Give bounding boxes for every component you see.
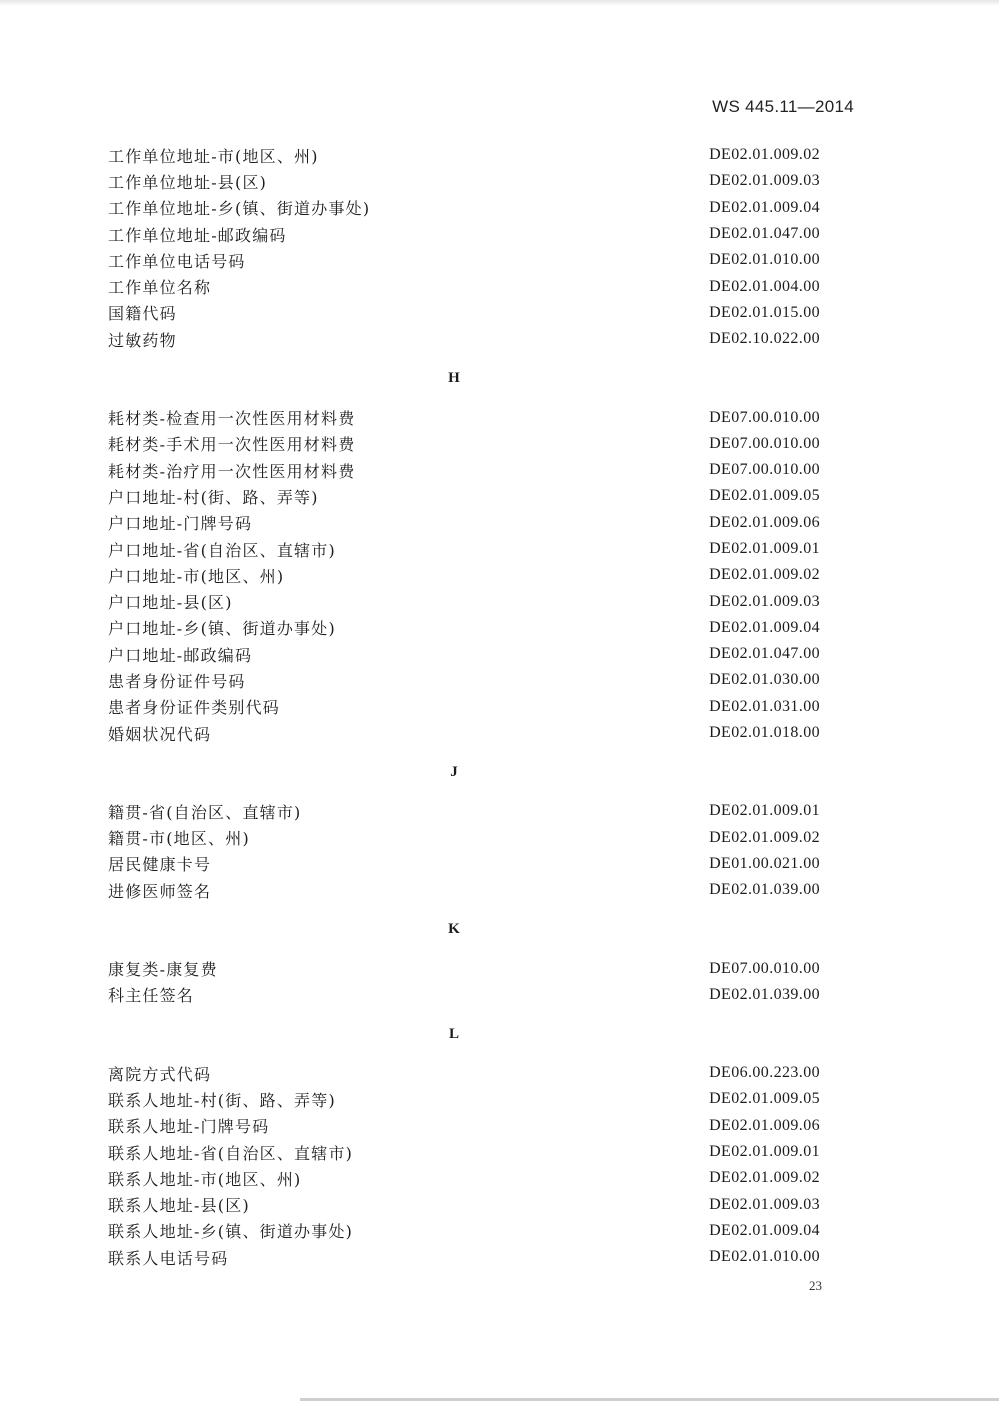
index-row bbox=[108, 404, 820, 430]
data-element-identifier: DE02.01.047.00 bbox=[709, 645, 820, 663]
data-element-name: 户口地址-省(自治区、直辖市) bbox=[108, 540, 336, 560]
data-element-identifier: DE02.01.047.00 bbox=[709, 225, 820, 243]
data-element-identifier: DE07.00.010.00 bbox=[709, 461, 820, 479]
data-element-identifier: DE02.01.031.00 bbox=[709, 697, 820, 715]
index-row bbox=[108, 536, 820, 562]
data-element-name: 国籍代码 bbox=[108, 304, 177, 324]
index-row bbox=[108, 720, 820, 746]
index-row bbox=[108, 510, 820, 536]
data-element-identifier: DE02.01.009.04 bbox=[709, 618, 820, 636]
scan-edge-bottom bbox=[300, 1398, 999, 1401]
index-row bbox=[108, 798, 820, 824]
index-section bbox=[108, 1021, 820, 1270]
index-row bbox=[108, 1165, 820, 1191]
data-element-name: 联系人电话号码 bbox=[108, 1248, 229, 1268]
data-element-identifier: DE02.01.018.00 bbox=[709, 724, 820, 742]
index-row bbox=[108, 457, 820, 483]
index-row bbox=[108, 273, 820, 299]
section-letter-heading: H bbox=[448, 369, 460, 386]
index-row bbox=[108, 562, 820, 588]
data-element-identifier: DE02.01.009.02 bbox=[709, 1169, 820, 1187]
data-element-identifier: DE02.01.009.02 bbox=[709, 566, 820, 584]
data-element-name: 联系人地址-村(街、路、弄等) bbox=[108, 1090, 336, 1110]
index-row bbox=[108, 641, 820, 667]
index-row bbox=[108, 1060, 820, 1086]
index-row bbox=[108, 667, 820, 693]
data-element-name: 工作单位地址-市(地区、州) bbox=[108, 146, 319, 166]
index-section bbox=[108, 142, 820, 352]
index-row bbox=[108, 168, 820, 194]
data-element-name: 联系人地址-省(自治区、直辖市) bbox=[108, 1143, 354, 1163]
data-element-name: 联系人地址-乡(镇、街道办事处) bbox=[108, 1222, 354, 1242]
data-element-identifier: DE02.01.015.00 bbox=[709, 303, 820, 321]
data-element-identifier: DE01.00.021.00 bbox=[709, 854, 820, 872]
data-element-identifier: DE02.01.009.03 bbox=[709, 172, 820, 190]
index-row bbox=[108, 1244, 820, 1270]
index-section bbox=[108, 365, 820, 746]
data-element-identifier: DE06.00.223.00 bbox=[709, 1064, 820, 1082]
data-element-identifier: DE02.01.009.03 bbox=[709, 1195, 820, 1213]
data-element-name: 籍贯-省(自治区、直辖市) bbox=[108, 802, 302, 822]
data-element-name: 户口地址-村(街、路、弄等) bbox=[108, 487, 319, 507]
index-section bbox=[108, 916, 820, 1008]
index-row bbox=[108, 1086, 820, 1112]
index-row bbox=[108, 431, 820, 457]
data-element-identifier: DE02.01.030.00 bbox=[709, 671, 820, 689]
index-row bbox=[108, 588, 820, 614]
data-element-identifier: DE02.01.004.00 bbox=[709, 277, 820, 295]
section-letter-heading: J bbox=[450, 763, 458, 780]
data-element-name: 进修医师签名 bbox=[108, 881, 212, 901]
data-element-name: 耗材类-治疗用一次性医用材料费 bbox=[108, 461, 356, 481]
index-row bbox=[108, 615, 820, 641]
section-letter-heading: L bbox=[448, 1025, 459, 1042]
data-element-identifier: DE07.00.010.00 bbox=[709, 434, 820, 452]
data-element-name: 工作单位地址-乡(镇、街道办事处) bbox=[108, 199, 371, 219]
data-element-identifier: DE02.01.009.05 bbox=[709, 1090, 820, 1108]
index-row bbox=[108, 326, 820, 352]
index-row bbox=[108, 1113, 820, 1139]
data-element-name: 联系人地址-县(区) bbox=[108, 1196, 250, 1216]
data-element-identifier: DE02.01.039.00 bbox=[709, 881, 820, 899]
data-element-name: 科主任签名 bbox=[108, 986, 195, 1006]
index-list bbox=[108, 142, 820, 1270]
data-element-name: 联系人地址-门牌号码 bbox=[108, 1117, 270, 1137]
index-row bbox=[108, 300, 820, 326]
data-element-name: 婚姻状况代码 bbox=[108, 724, 212, 744]
data-element-identifier: DE02.01.010.00 bbox=[709, 251, 820, 269]
data-element-name: 康复类-康复费 bbox=[108, 960, 218, 980]
data-element-identifier: DE02.01.009.06 bbox=[709, 513, 820, 531]
data-element-identifier: DE02.01.009.02 bbox=[709, 828, 820, 846]
index-section bbox=[108, 759, 820, 903]
data-element-name: 户口地址-市(地区、州) bbox=[108, 566, 285, 586]
data-element-name: 患者身份证件号码 bbox=[108, 671, 246, 691]
data-element-name: 离院方式代码 bbox=[108, 1064, 212, 1084]
index-row bbox=[108, 1139, 820, 1165]
data-element-identifier: DE02.01.009.03 bbox=[709, 592, 820, 610]
index-row bbox=[108, 955, 820, 981]
data-element-name: 户口地址-县(区) bbox=[108, 593, 233, 613]
data-element-name: 工作单位地址-邮政编码 bbox=[108, 225, 287, 245]
index-row bbox=[108, 877, 820, 903]
page-number: 23 bbox=[809, 1278, 822, 1293]
index-row bbox=[108, 195, 820, 221]
section-letter-heading: K bbox=[448, 920, 460, 937]
data-element-name: 工作单位地址-县(区) bbox=[108, 172, 268, 192]
data-element-name: 工作单位名称 bbox=[108, 278, 212, 298]
data-element-identifier: DE02.01.009.01 bbox=[709, 1143, 820, 1161]
data-element-identifier: DE02.01.009.02 bbox=[709, 146, 820, 164]
data-element-name: 籍贯-市(地区、州) bbox=[108, 829, 250, 849]
data-element-name: 户口地址-门牌号码 bbox=[108, 514, 253, 534]
index-row bbox=[108, 1192, 820, 1218]
data-element-name: 户口地址-乡(镇、街道办事处) bbox=[108, 619, 336, 639]
data-element-identifier: DE07.00.010.00 bbox=[709, 408, 820, 426]
index-row bbox=[108, 1218, 820, 1244]
data-element-identifier: DE02.01.009.01 bbox=[709, 802, 820, 820]
data-element-identifier: DE02.01.009.01 bbox=[709, 540, 820, 557]
index-row bbox=[108, 483, 820, 509]
data-element-identifier: DE02.01.009.04 bbox=[709, 198, 820, 216]
data-element-name: 工作单位电话号码 bbox=[108, 251, 246, 271]
data-element-identifier: DE02.01.009.06 bbox=[709, 1116, 820, 1134]
data-element-name: 耗材类-手术用一次性医用材料费 bbox=[108, 435, 356, 455]
index-row bbox=[108, 825, 820, 851]
data-element-identifier: DE02.01.039.00 bbox=[709, 985, 820, 1003]
standard-code-header: WS 445.11—2014 bbox=[712, 97, 854, 116]
index-row bbox=[108, 982, 820, 1008]
data-element-name: 联系人地址-市(地区、州) bbox=[108, 1169, 302, 1189]
index-row bbox=[108, 221, 820, 247]
index-row bbox=[108, 694, 820, 720]
index-row bbox=[108, 851, 820, 877]
data-element-identifier: DE02.10.022.00 bbox=[709, 330, 820, 348]
data-element-identifier: DE02.01.009.04 bbox=[709, 1221, 820, 1239]
index-row bbox=[108, 142, 820, 168]
data-element-identifier: DE02.01.010.00 bbox=[709, 1248, 820, 1266]
index-row bbox=[108, 247, 820, 273]
data-element-identifier: DE02.01.009.05 bbox=[709, 487, 820, 505]
scan-edge-top bbox=[0, 0, 999, 6]
data-element-name: 患者身份证件类别代码 bbox=[108, 698, 281, 718]
data-element-identifier: DE07.00.010.00 bbox=[709, 959, 820, 977]
data-element-name: 过敏药物 bbox=[108, 330, 177, 350]
data-element-name: 耗材类-检查用一次性医用材料费 bbox=[108, 409, 356, 429]
data-element-name: 居民健康卡号 bbox=[108, 855, 212, 875]
data-element-name: 户口地址-邮政编码 bbox=[108, 645, 253, 665]
